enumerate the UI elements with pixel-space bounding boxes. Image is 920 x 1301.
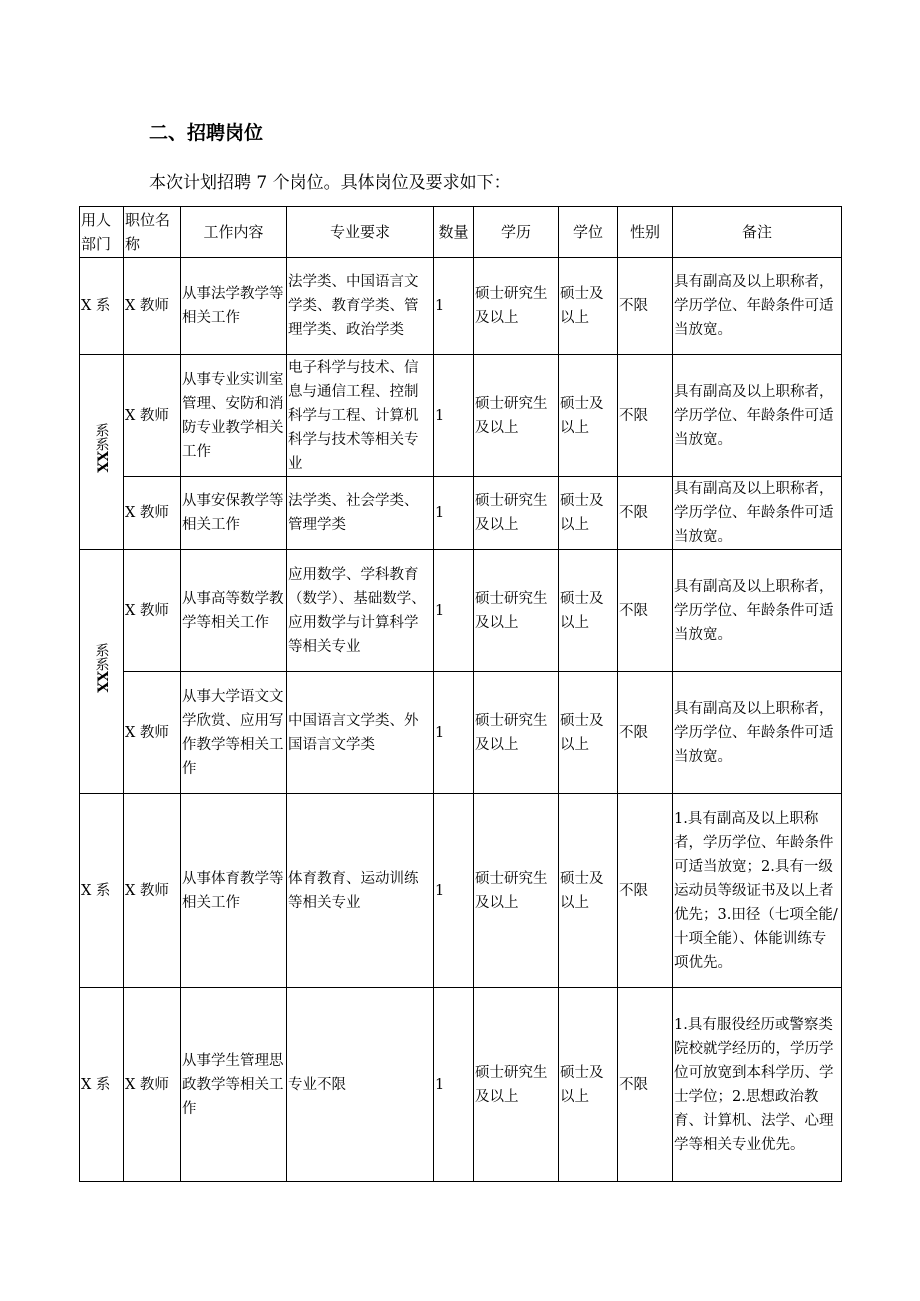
remarks-cell: 具有副高及以上职称者，学历学位、年龄条件可适当放宽。 (673, 672, 842, 794)
education-cell: 硕士研究生及以上 (474, 988, 559, 1182)
header-position: 职位名称 (124, 207, 181, 258)
degree-cell: 硕士及以上 (559, 672, 618, 794)
major-cell: 电子科学与技术、信息与通信工程、控制科学与工程、计算机科学与技术等相关专业 (287, 355, 434, 477)
content-cell: 从事专业实训室管理、安防和消防专业教学相关工作 (181, 355, 287, 477)
table-row (80, 794, 842, 988)
header-major: 专业要求 (287, 207, 434, 258)
count-cell: 1 (434, 550, 474, 672)
dept-label-bold: XX (93, 670, 110, 693)
degree-cell: 硕士及以上 (559, 988, 618, 1182)
education-cell: 硕士研究生及以上 (474, 258, 559, 355)
dept-vertical-label (90, 643, 114, 693)
major-cell: 应用数学、学科教育（数学）、基础数学、应用数学与计算科学等相关专业 (287, 550, 434, 672)
education-cell: 硕士研究生及以上 (474, 672, 559, 794)
content-cell: 从事法学教学等相关工作 (181, 258, 287, 355)
dept-cell-merged (80, 550, 124, 794)
position-cell: X 教师 (124, 550, 181, 672)
recruitment-table (79, 206, 842, 1182)
header-count: 数量 (434, 207, 474, 258)
header-content: 工作内容 (181, 207, 287, 258)
table-header-row (80, 207, 842, 258)
count-cell: 1 (434, 794, 474, 988)
table-row (80, 550, 842, 672)
header-gender: 性别 (618, 207, 673, 258)
gender-cell: 不限 (618, 988, 673, 1182)
position-cell: X 教师 (124, 355, 181, 477)
header-education: 学历 (474, 207, 559, 258)
remarks-cell: 1.具有服役经历或警察类院校就学经历的，学历学位可放宽到本科学历、学士学位；2.思想政治教育、计算机、法学、心理学等相关专业优先。 (673, 988, 842, 1182)
education-cell: 硕士研究生及以上 (474, 550, 559, 672)
remarks-cell: 具有副高及以上职称者，学历学位、年龄条件可适当放宽。 (673, 550, 842, 672)
remarks-cell: 1.具有副高及以上职称者，学历学位、年龄条件可适当放宽；2.具有一级运动员等级证书及以上者优先；3.田径（七项全能/十项全能）、体能训练专项优先。 (673, 794, 842, 988)
major-cell: 体育教育、运动训练等相关专业 (287, 794, 434, 988)
count-cell: 1 (434, 672, 474, 794)
major-cell: 专业不限 (287, 988, 434, 1182)
dept-label-top: 系系 (93, 642, 110, 671)
intro-text: 本次计划招聘 7 个岗位。具体岗位及要求如下： (149, 173, 511, 193)
count-cell: 1 (434, 988, 474, 1182)
section-heading: 二、招聘岗位 (149, 122, 264, 144)
count-cell: 1 (434, 355, 474, 477)
degree-cell: 硕士及以上 (559, 794, 618, 988)
degree-cell: 硕士及以上 (559, 550, 618, 672)
gender-cell: 不限 (618, 672, 673, 794)
dept-cell: X 系 (80, 988, 124, 1182)
gender-cell: 不限 (618, 550, 673, 672)
gender-cell: 不限 (618, 258, 673, 355)
content-cell: 从事安保教学等相关工作 (181, 477, 287, 550)
content-cell: 从事学生管理思政教学等相关工作 (181, 988, 287, 1182)
position-cell: X 教师 (124, 794, 181, 988)
header-dept: 用人部门 (80, 207, 124, 258)
table-row (80, 477, 842, 550)
table-row (80, 988, 842, 1182)
content-cell: 从事大学语文文学欣赏、应用写作教学等相关工作 (181, 672, 287, 794)
degree-cell: 硕士及以上 (559, 258, 618, 355)
gender-cell: 不限 (618, 477, 673, 550)
table-row (80, 258, 842, 355)
dept-label-top: 系系 (93, 423, 110, 452)
education-cell: 硕士研究生及以上 (474, 794, 559, 988)
position-cell: X 教师 (124, 477, 181, 550)
table-row (80, 355, 842, 477)
content-cell: 从事高等数学教学等相关工作 (181, 550, 287, 672)
major-cell: 中国语言文学类、外国语言文学类 (287, 672, 434, 794)
remarks-cell: 具有副高及以上职称者，学历学位、年龄条件可适当放宽。 (673, 355, 842, 477)
gender-cell: 不限 (618, 355, 673, 477)
content-cell: 从事体育教学等相关工作 (181, 794, 287, 988)
remarks-cell: 具有副高及以上职称者，学历学位、年龄条件可适当放宽。 (673, 258, 842, 355)
major-cell: 法学类、中国语言文学类、教育学类、管理学类、政治学类 (287, 258, 434, 355)
position-cell: X 教师 (124, 672, 181, 794)
header-remarks: 备注 (673, 207, 842, 258)
count-cell: 1 (434, 477, 474, 550)
remarks-cell: 具有副高及以上职称者，学历学位、年龄条件可适当放宽。 (673, 477, 842, 550)
count-cell: 1 (434, 258, 474, 355)
dept-vertical-label (90, 423, 114, 473)
position-cell: X 教师 (124, 258, 181, 355)
degree-cell: 硕士及以上 (559, 355, 618, 477)
education-cell: 硕士研究生及以上 (474, 477, 559, 550)
degree-cell: 硕士及以上 (559, 477, 618, 550)
dept-cell: X 系 (80, 794, 124, 988)
dept-cell: X 系 (80, 258, 124, 355)
dept-cell-merged (80, 355, 124, 550)
education-cell: 硕士研究生及以上 (474, 355, 559, 477)
table-row (80, 672, 842, 794)
header-degree: 学位 (559, 207, 618, 258)
position-cell: X 教师 (124, 988, 181, 1182)
dept-label-bold: XX (93, 451, 110, 473)
major-cell: 法学类、社会学类、管理学类 (287, 477, 434, 550)
gender-cell: 不限 (618, 794, 673, 988)
